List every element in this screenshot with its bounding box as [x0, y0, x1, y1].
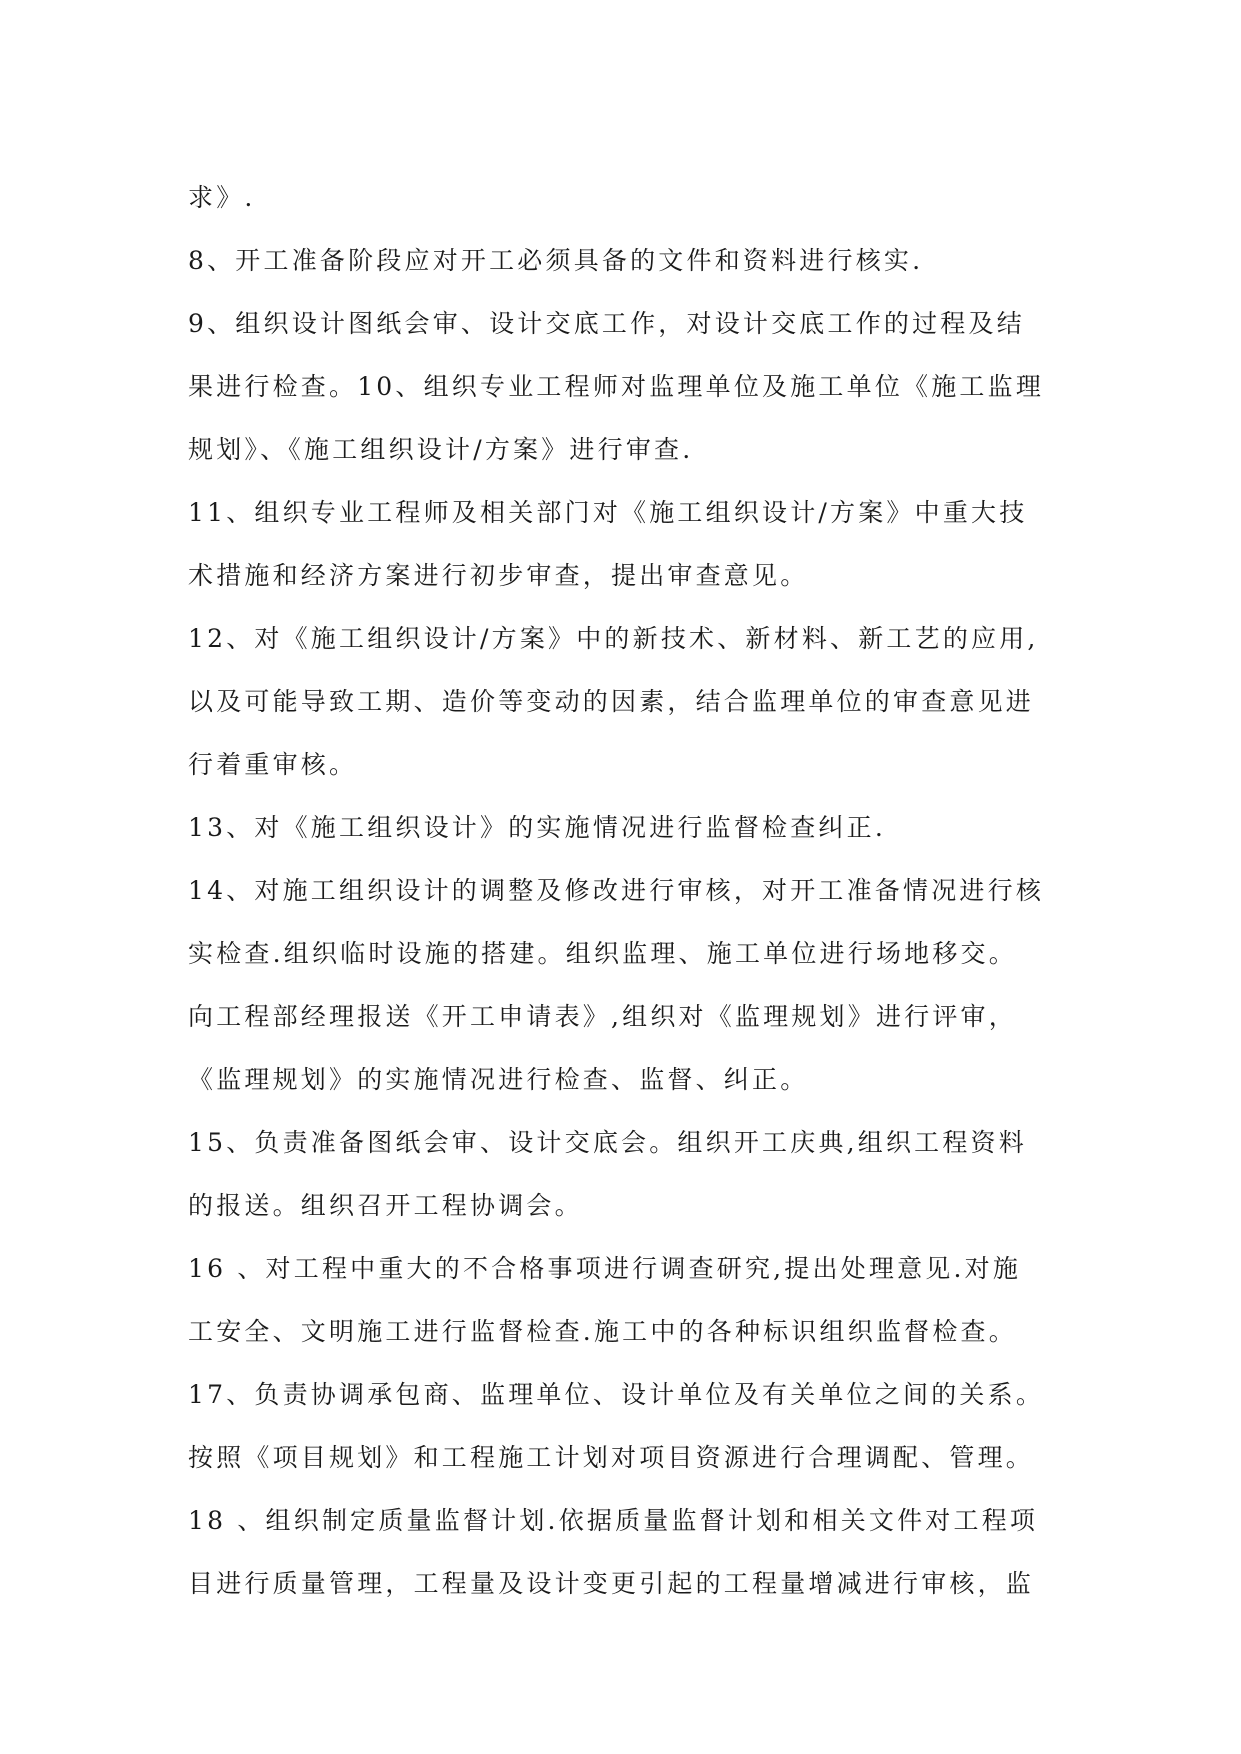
- text-line: 13、对《施工组织设计》的实施情况进行监督检查纠正.: [188, 813, 886, 842]
- text-line: 18 、组织制定质量监督计划.依据质量监督计划和相关文件对工程项: [188, 1506, 1039, 1535]
- text-line: 规划》、《施工组织设计/方案》进行审查.: [188, 435, 694, 464]
- text-line: 17、负责协调承包商、监理单位、设计单位及有关单位之间的关系。: [188, 1380, 1045, 1409]
- text-line: 以及可能导致工期、造价等变动的因素，结合监理单位的审查意见进: [188, 687, 1035, 716]
- text-line: 14、对施工组织设计的调整及修改进行审核，对开工准备情况进行核: [188, 876, 1045, 905]
- text-line: 12、对《施工组织设计/方案》中的新技术、新材料、新工艺的应用,: [188, 624, 1039, 653]
- text-line: 15、负责准备图纸会审、设计交底会。组织开工庆典,组织工程资料: [188, 1128, 1027, 1157]
- text-line: 术措施和经济方案进行初步审查，提出审查意见。: [188, 561, 809, 590]
- text-line: 果进行检查。10、组织专业工程师对监理单位及施工单位《施工监理: [188, 372, 1045, 401]
- text-line: 向工程部经理报送《开工申请表》,组织对《监理规划》进行评审，: [188, 1002, 1017, 1031]
- text-line: 《监理规划》的实施情况进行检查、监督、纠正。: [188, 1065, 809, 1094]
- text-line: 按照《项目规划》和工程施工计划对项目资源进行合理调配、管理。: [188, 1443, 1035, 1472]
- text-line: 求》.: [188, 183, 256, 212]
- text-line: 行着重审核。: [188, 750, 358, 779]
- text-line: 9、组织设计图纸会审、设计交底工作，对设计交底工作的过程及结: [188, 309, 1025, 338]
- text-line: 目进行质量管理，工程量及设计变更引起的工程量增减进行审核，监: [188, 1569, 1035, 1598]
- text-line: 工安全、文明施工进行监督检查.施工中的各种标识组织监督检查。: [188, 1317, 1017, 1346]
- text-line: 16 、对工程中重大的不合格事项进行调查研究,提出处理意见.对施: [188, 1254, 1022, 1283]
- text-line: 的报送。组织召开工程协调会。: [188, 1191, 583, 1220]
- text-line: 实检查.组织临时设施的搭建。组织监理、施工单位进行场地移交。: [188, 939, 1017, 968]
- text-line: 11、组织专业工程师及相关部门对《施工组织设计/方案》中重大技: [188, 498, 1028, 527]
- text-line: 8、开工准备阶段应对开工必须具备的文件和资料进行核实.: [188, 246, 924, 275]
- document-body: [188, 166, 1068, 1615]
